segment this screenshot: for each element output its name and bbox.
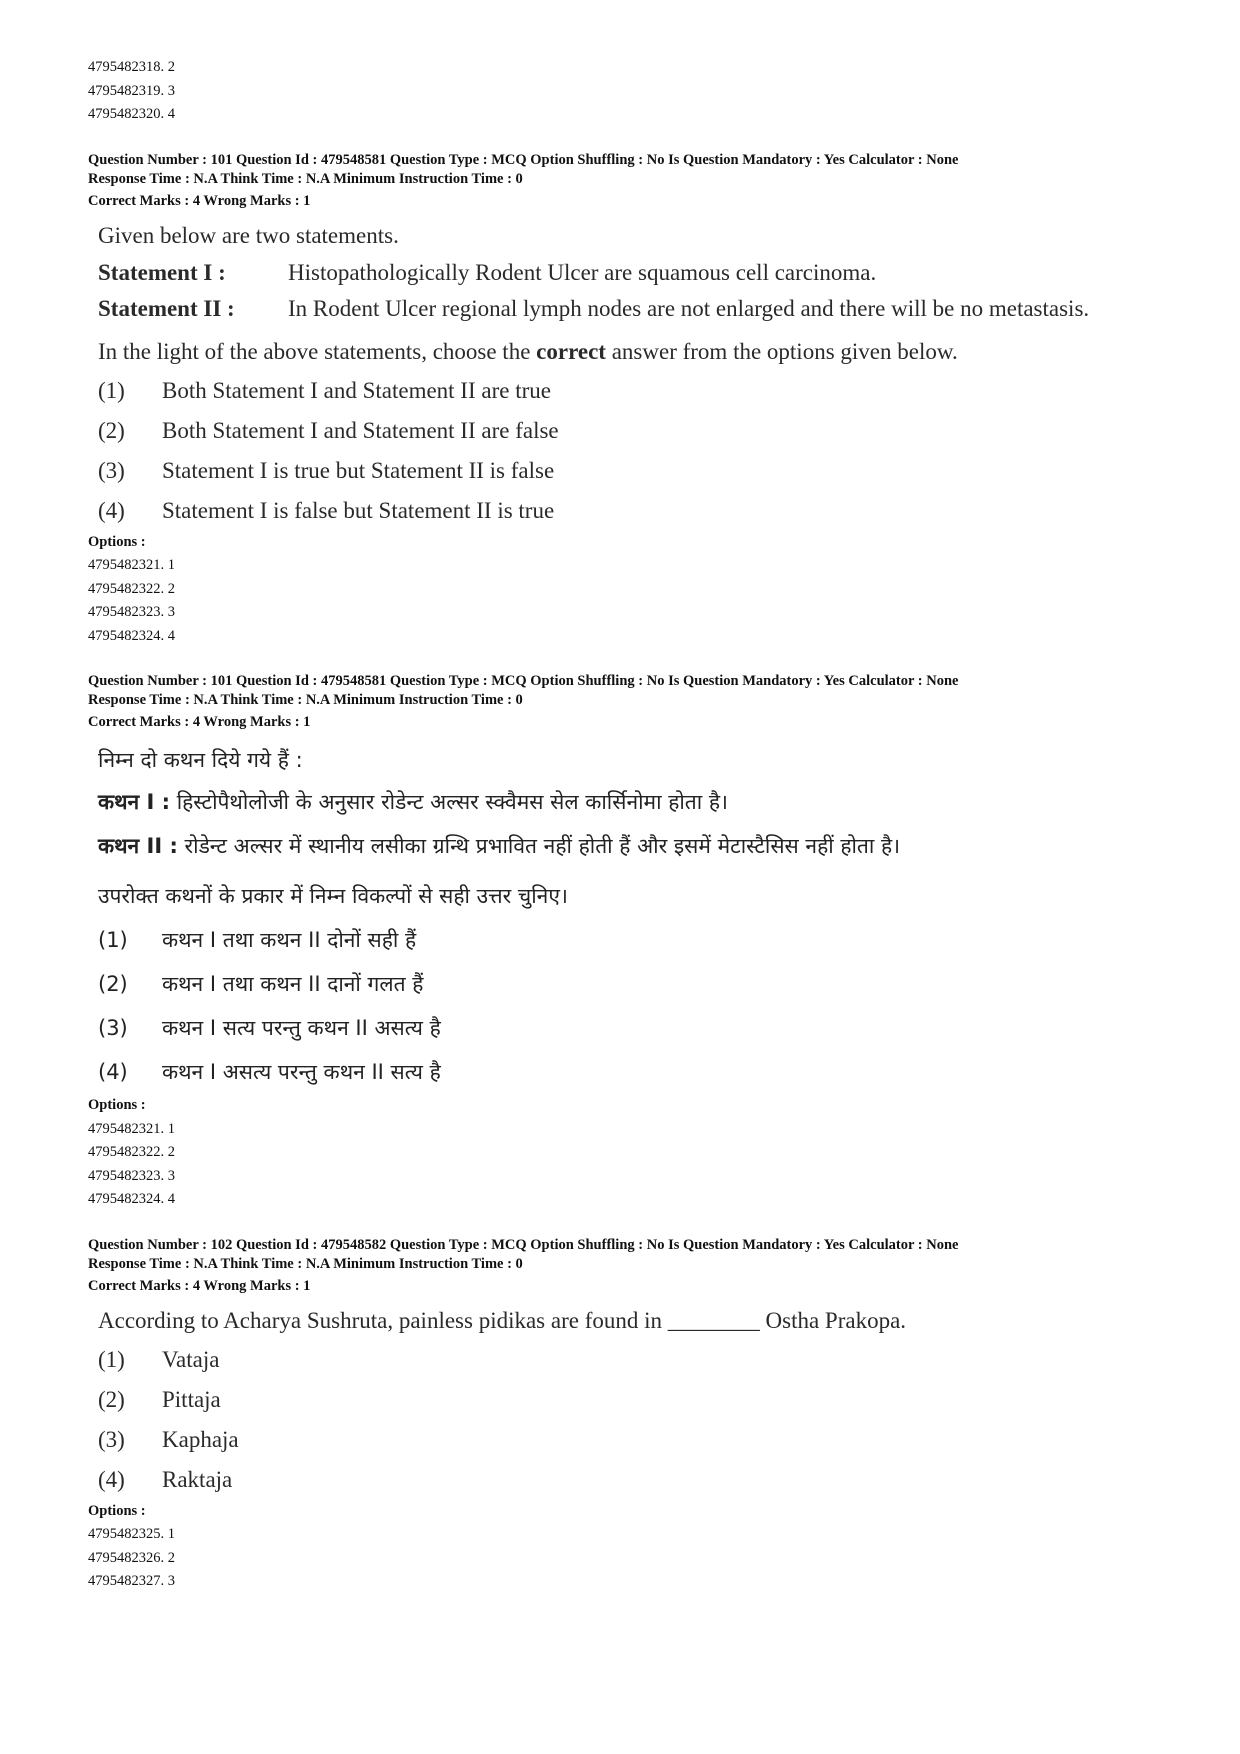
choice-text: Statement I is true but Statement II is false — [162, 457, 555, 483]
meta-line-2: Response Time : N.A Think Time : N.A Minimum Instruction Time : 0 — [88, 1255, 523, 1272]
instruction-post: answer from the options given below. — [605, 338, 958, 364]
choice-text: Pittaja — [162, 1386, 221, 1412]
answer-choice — [98, 918, 1178, 962]
statement-label: Statement II : — [98, 295, 235, 321]
meta-line-2: Response Time : N.A Think Time : N.A Minimum Instruction Time : 0 — [88, 692, 523, 708]
statement-1 — [98, 780, 1178, 824]
question-101-english — [88, 151, 1178, 649]
question-body — [88, 1302, 1178, 1500]
answer-choice — [98, 411, 1178, 451]
answer-choice — [98, 1420, 1178, 1460]
answer-choice — [98, 1006, 1178, 1050]
option-id: 4795482324. 4 — [88, 627, 175, 644]
choice-text: कथन I तथा कथन II दोनों सही हैं — [162, 928, 417, 952]
statement-2 — [98, 291, 1178, 327]
choice-text: Statement I is false but Statement II is true — [162, 497, 555, 523]
instruction-pre: In the light of the above statements, choose the — [98, 338, 537, 364]
question-intro: Given below are two statements. — [98, 222, 399, 248]
option-id: 4795482320. 4 — [88, 106, 175, 122]
statement-label: कथन I : — [98, 790, 171, 814]
answer-choice — [98, 1340, 1178, 1380]
meta-line-3: Correct Marks : 4 Wrong Marks : 1 — [88, 192, 311, 209]
meta-line-3: Correct Marks : 4 Wrong Marks : 1 — [88, 1277, 311, 1294]
instruction-text — [98, 333, 1178, 371]
question-intro: According to Acharya Sushruta, painless pidikas are found in ________ Ostha Prakopa. — [98, 1307, 907, 1333]
statement-label: कथन II : — [98, 834, 178, 858]
choice-text: Raktaja — [162, 1466, 233, 1492]
answer-choice — [98, 371, 1178, 411]
choice-number: (1) — [98, 1346, 125, 1372]
choice-number: (2) — [98, 1386, 125, 1412]
document-page — [88, 56, 1178, 1594]
option-id: 4795482319. 3 — [88, 82, 175, 99]
options-list — [88, 1500, 1178, 1594]
option-id: 4795482321. 1 — [88, 1120, 175, 1137]
choice-text: कथन I तथा कथन II दानों गलत हैं — [162, 972, 424, 996]
option-id: 4795482323. 3 — [88, 1167, 175, 1184]
choice-text: Both Statement I and Statement II are true — [162, 377, 551, 403]
answer-choice — [98, 451, 1178, 491]
choice-number: (3) — [98, 457, 125, 483]
options-label: Options : — [88, 1502, 146, 1519]
choice-number: (2) — [98, 417, 125, 443]
statement-text: In Rodent Ulcer regional lymph nodes are not enlarged and there will be no metastasis. — [288, 295, 1090, 321]
choice-number: (4) — [98, 1466, 125, 1492]
question-body — [88, 217, 1178, 531]
options-list — [88, 1094, 1178, 1212]
choice-text: कथन I असत्य परन्तु कथन II सत्य है — [162, 1060, 441, 1084]
answer-choice — [98, 1050, 1178, 1094]
option-id: 4795482321. 1 — [88, 557, 175, 573]
option-id: 4795482322. 2 — [88, 580, 175, 597]
options-list — [88, 531, 1178, 649]
instruction-bold: correct — [536, 338, 606, 364]
options-label: Options : — [88, 533, 146, 550]
statement-2 — [98, 824, 1178, 868]
instruction-text: उपरोक्त कथनों के प्रकार में निम्न विकल्पों से सही उत्तर चुनिए। — [98, 884, 568, 908]
statement-text: रोडेन्ट अल्सर में स्थानीय लसीका ग्रन्थि प्रभावित नहीं होती हैं और इसमें मेटास्टैसिस नहीं होता है। — [177, 834, 901, 858]
option-id: 4795482324. 4 — [88, 1191, 175, 1207]
choice-text: कथन I सत्य परन्तु कथन II असत्य है — [162, 1016, 441, 1040]
meta-line-1: Question Number : 102 Question Id : 479548582 Question Type : MCQ Option Shuffling : No Is Question Mandatory : Yes Calculator : None — [88, 1236, 959, 1253]
question-101-hindi — [88, 672, 1178, 1212]
meta-line-3: Correct Marks : 4 Wrong Marks : 1 — [88, 714, 311, 730]
meta-line-2: Response Time : N.A Think Time : N.A Minimum Instruction Time : 0 — [88, 170, 523, 187]
question-meta — [88, 1236, 1178, 1296]
choice-number: (1) — [98, 377, 125, 403]
option-id: 4795482327. 3 — [88, 1573, 175, 1589]
option-id: 4795482322. 2 — [88, 1144, 175, 1160]
question-body — [88, 740, 1178, 1094]
statement-label: Statement I : — [98, 259, 226, 285]
question-meta — [88, 672, 1178, 732]
options-label: Options : — [88, 1097, 146, 1113]
previous-question-options — [88, 56, 1178, 127]
choice-number: (3) — [98, 1016, 128, 1040]
statement-text: Histopathologically Rodent Ulcer are squamous cell carcinoma. — [288, 259, 877, 285]
answer-choice — [98, 491, 1178, 531]
choice-number: (3) — [98, 1426, 125, 1452]
meta-line-1: Question Number : 101 Question Id : 479548581 Question Type : MCQ Option Shuffling : No Is Question Mandatory : Yes Calculator : None — [88, 673, 959, 689]
question-intro: निम्न दो कथन दिये गये हैं : — [98, 748, 303, 772]
option-id: 4795482318. 2 — [88, 59, 175, 75]
choice-number: (1) — [98, 928, 128, 952]
choice-text: Kaphaja — [162, 1426, 239, 1452]
choice-text: Vataja — [162, 1346, 220, 1372]
answer-choice — [98, 1380, 1178, 1420]
meta-line-1: Question Number : 101 Question Id : 479548581 Question Type : MCQ Option Shuffling : No Is Question Mandatory : Yes Calculator : None — [88, 151, 959, 168]
answer-choice — [98, 1460, 1178, 1500]
question-102 — [88, 1236, 1178, 1594]
statement-text: हिस्टोपैथोलोजी के अनुसार रोडेन्ट अल्सर स्क्वैमस सेल कार्सिनोमा होता है। — [170, 790, 728, 814]
question-meta — [88, 151, 1178, 211]
option-id: 4795482325. 1 — [88, 1526, 175, 1542]
choice-number: (4) — [98, 1060, 128, 1084]
option-id: 4795482323. 3 — [88, 604, 175, 620]
choice-number: (2) — [98, 972, 128, 996]
answer-choice — [98, 962, 1178, 1006]
choice-text: Both Statement I and Statement II are false — [162, 417, 559, 443]
choice-number: (4) — [98, 497, 125, 523]
option-id: 4795482326. 2 — [88, 1549, 175, 1566]
statement-1 — [98, 255, 1178, 291]
